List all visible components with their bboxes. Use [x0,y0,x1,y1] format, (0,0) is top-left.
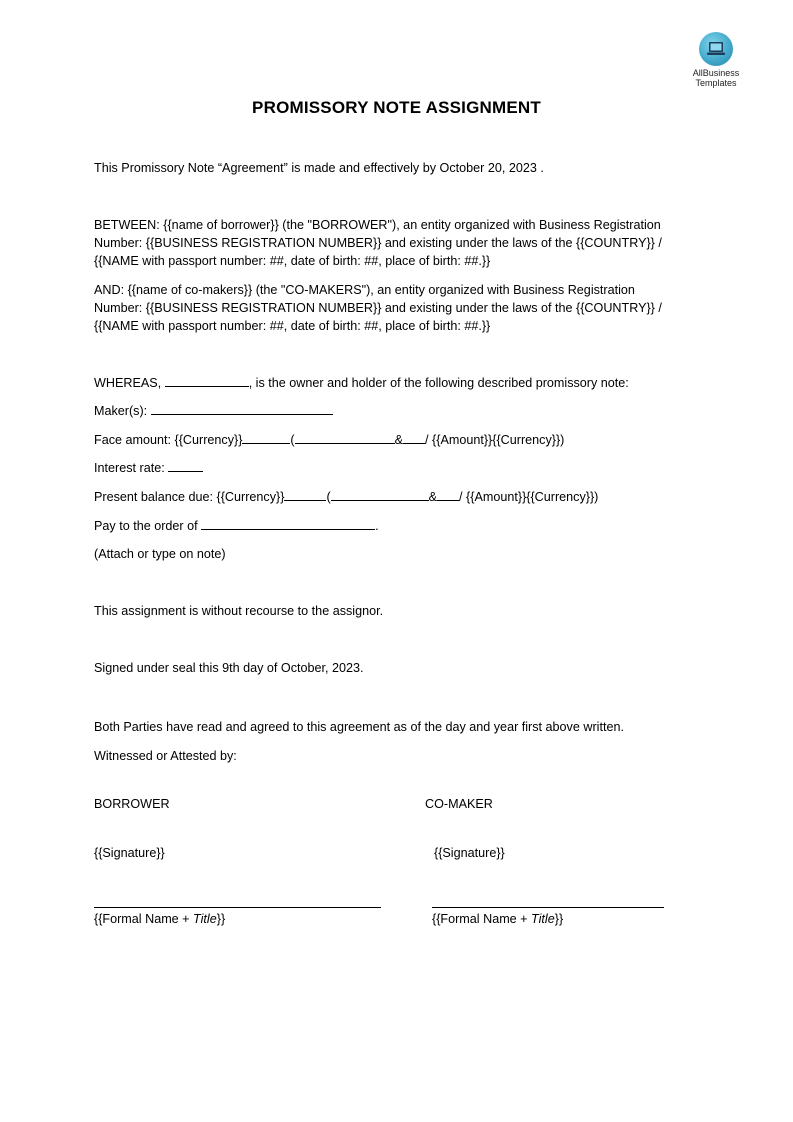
whereas-prefix: WHEREAS, [94,376,165,390]
co-maker-name-title: Title [531,912,555,926]
document-title: PROMISSORY NOTE ASSIGNMENT [252,98,541,117]
borrower-name-prefix: {{Formal Name + [94,912,194,926]
between-line-2: Number: {{BUSINESS REGISTRATION NUMBER}} and existing under the laws of the {{COUNTRY}} / [94,236,662,250]
pay-to-line [94,517,379,535]
between-line-1: BETWEEN: {{name of borrower}} (the "BORROWER"), an entity organized with Business Registration [94,218,661,232]
interest-rate-line [94,459,203,477]
present-balance-blank-1[interactable] [284,488,326,501]
borrower-formal-name [94,910,225,928]
pay-to-period: . [375,519,379,533]
makers-blank[interactable] [151,402,333,415]
present-balance-blank-3[interactable] [437,488,459,501]
between-line-3: {{NAME with passport number: ##, date of birth: ##, place of birth: ##.}} [94,254,491,268]
allbusiness-templates-logo [686,32,746,88]
borrower-signature-placeholder[interactable]: {{Signature}} [94,846,165,860]
makers-label: Maker(s): [94,404,151,418]
signed-statement: Signed under seal this 9th day of October, 2023. [94,661,364,675]
co-maker-signature-line [432,907,664,908]
face-amount-blank-3[interactable] [403,431,425,444]
borrower-signature-line [94,907,381,908]
co-maker-signature-placeholder[interactable]: {{Signature}} [434,846,505,860]
and-line-2: Number: {{BUSINESS REGISTRATION NUMBER}} and existing under the laws of the {{COUNTRY}} / [94,301,662,315]
face-amount-blank-1[interactable] [242,431,290,444]
present-balance-blank-2[interactable] [331,488,429,501]
present-balance-label: Present balance due: {{Currency}} [94,490,285,504]
pay-to-blank[interactable] [201,517,375,530]
holder-blank[interactable] [165,374,249,387]
present-balance-amp: & [428,490,438,504]
present-balance-line [94,488,598,506]
co-maker-name-prefix: {{Formal Name + [432,912,532,926]
face-amount-paren: ( [290,433,295,447]
present-balance-suffix: / {{Amount}}{{Currency}}) [459,490,599,504]
and-line-1: AND: {{name of co-makers}} (the "CO-MAKERS"), an entity organized with Business Registration [94,283,635,297]
and-line-3: {{NAME with passport number: ##, date of birth: ##, place of birth: ##.}} [94,319,491,333]
face-amount-line [94,431,564,449]
logo-text-line1: AllBusiness [692,68,740,78]
co-maker-name-suffix: }} [554,912,564,926]
pay-to-label: Pay to the order of [94,519,202,533]
witnessed-label: Witnessed or Attested by: [94,749,237,763]
makers-line [94,402,333,420]
agreement-statement: Both Parties have read and agreed to this agreement as of the day and year first above written. [94,720,624,734]
interest-rate-label: Interest rate: [94,461,169,475]
co-maker-formal-name [432,910,563,928]
intro-paragraph: This Promissory Note “Agreement” is made and effectively by October 20, 2023 . [94,161,544,175]
laptop-icon [699,32,733,66]
face-amount-amp: & [394,433,404,447]
whereas-line [94,374,629,392]
recourse-statement: This assignment is without recourse to the assignor. [94,604,384,618]
borrower-label: BORROWER [94,797,170,811]
attach-note: (Attach or type on note) [94,547,226,561]
interest-rate-blank[interactable] [168,459,203,472]
face-amount-label: Face amount: {{Currency}} [94,433,243,447]
whereas-suffix: , is the owner and holder of the following described promissory note: [248,376,629,390]
logo-text-line2: Templates [695,78,737,88]
present-balance-paren: ( [326,490,331,504]
face-amount-blank-2[interactable] [295,431,395,444]
face-amount-suffix: / {{Amount}}{{Currency}}) [425,433,565,447]
co-maker-label: CO-MAKER [425,797,493,811]
borrower-name-title: Title [193,912,217,926]
borrower-name-suffix: }} [216,912,226,926]
